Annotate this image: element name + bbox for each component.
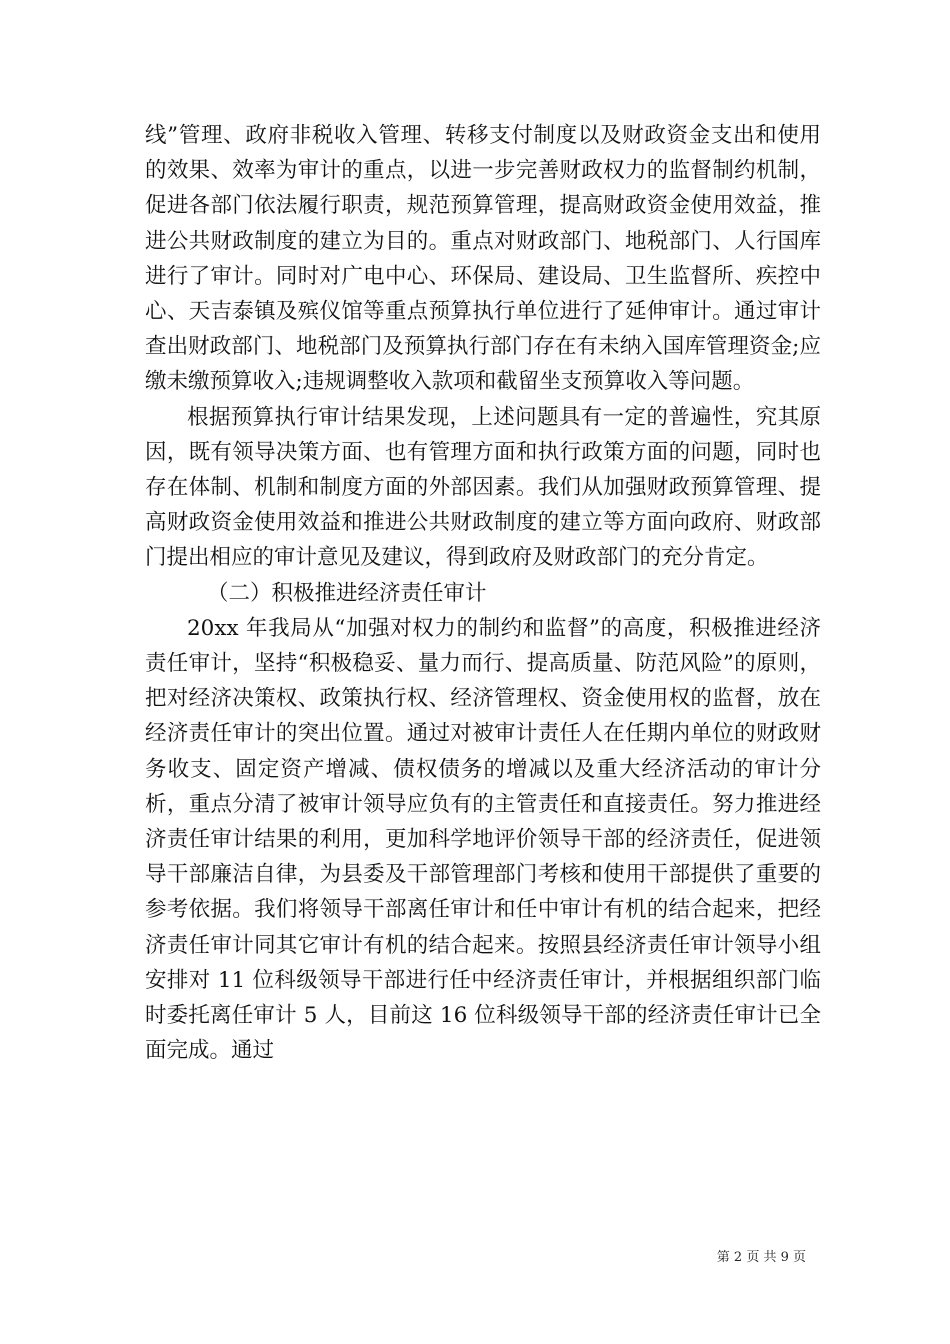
page-footer: 第 2 页 共 9 页 [716,1250,806,1265]
paragraph-1: 线”管理、政府非税收入管理、转移支付制度以及财政资金支出和使用的效果、效率为审计的重点，以进一步完善财政权力的监督制约机制，促进各部门依法履行职责，规范预算管理，提高财政资金使用效益，推进公共财政制度的建立为目的。重点对财政部门、地税部门、人行国库进行了审计。同时对广电中心、环保局、建设局、卫生监督所、疾控中心、天吉泰镇及殡仪馆等重点预算执行单位进行了延伸审计。通过审计查出财政部门、地税部门及预算执行部门存在有未纳入国库管理资金;应缴未缴预算收入;违规调整收入款项和截留坐支预算收入等问题。 [145,123,821,395]
paragraph-2: 根据预算执行审计结果发现，上述问题具有一定的普遍性，究其原因，既有领导决策方面、也有管理方面和执行政策方面的问题，同时也存在体制、机制和制度方面的外部因素。我们从加强财政预算管理、提高财政资金使用效益和推进公共财政制度的建立等方面向政府、财政部门提出相应的审计意见及建议，得到政府及财政部门的充分肯定。 [145,404,821,571]
section-heading: （二）积极推进经济责任审计 [207,580,487,606]
paragraph-3: 20xx 年我局从“加强对权力的制约和监督”的高度，积极推进经济责任审计，坚持“积极稳妥、量力而行、提高质量、防范风险”的原则，把对经济决策权、政策执行权、经济管理权、资金使用权的监督，放在经济责任审计的突出位置。通过对被审计责任人在任期内单位的财政财务收支、固定资产增减、债权债务的增减以及重大经济活动的审计分析，重点分清了被审计领导应负有的主管责任和直接责任。努力推进经济责任审计结果的利用，更加科学地评价领导干部的经济责任，促进领导干部廉洁自律，为县委及干部管理部门考核和使用干部提供了重要的参考依据。我们将领导干部离任审计和任中审计有机的结合起来，把经济责任审计同其它审计有机的结合起来。按照县经济责任审计领导小组安排对 11 位科级领导干部进行任中经济责任审计，并根据组织部门临时委托离任审计 5 人，目前这 16 位科级领导干部的经济责任审计已全面完成。通过 [145,615,821,1064]
document-body [145,118,821,1068]
